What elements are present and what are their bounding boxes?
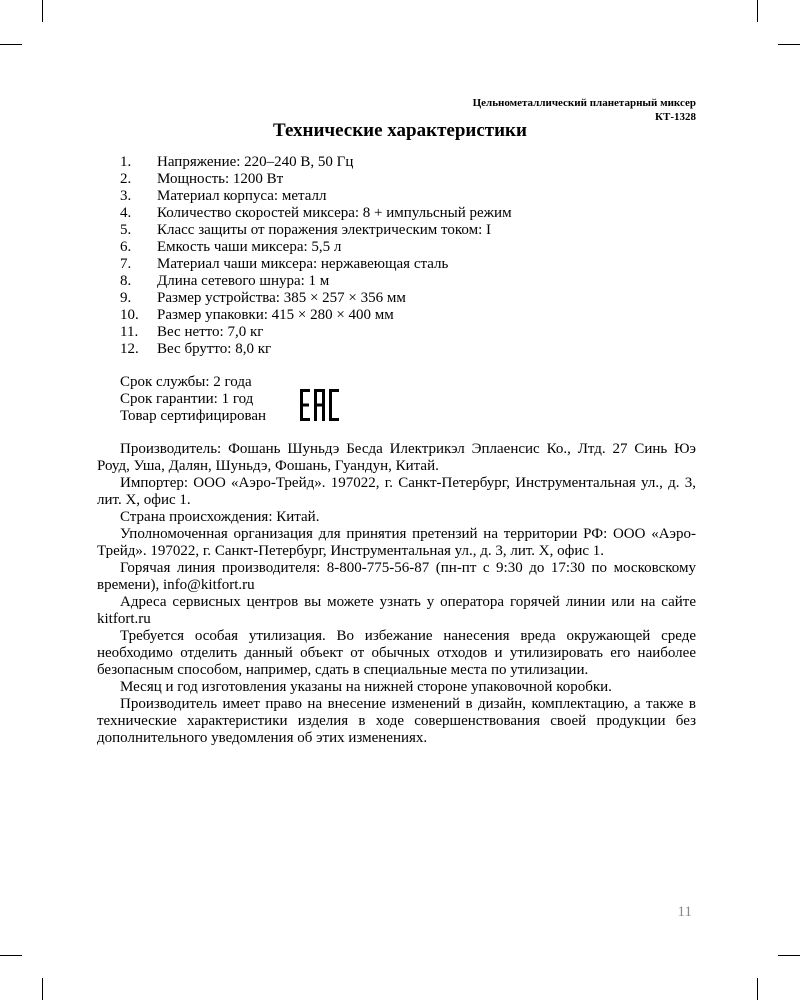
- item-number: 11.: [120, 324, 139, 340]
- header-model: КТ-1328: [655, 111, 696, 123]
- item-number: 1.: [120, 154, 132, 170]
- list-item: [120, 188, 512, 205]
- item-number: 2.: [120, 171, 132, 187]
- crop-mark: [0, 955, 22, 956]
- body-text: [97, 441, 696, 747]
- item-number: 12.: [120, 341, 139, 357]
- item-number: 10.: [120, 307, 139, 323]
- item-text: Вес брутто: 8,0 кг: [157, 341, 272, 357]
- authorized-org-paragraph: Уполномоченная организация для принятия претензий на территории РФ: ООО «Аэро-Трейд». 197022, г. Санкт-Петербург, Инструментальная ул., д. 3, лит. Х, офис 1.: [97, 526, 696, 559]
- item-number: 8.: [120, 273, 132, 289]
- warranty-period: Срок гарантии: 1 год: [120, 391, 254, 407]
- list-item: [120, 154, 512, 171]
- list-item: [120, 256, 512, 273]
- service-centers-paragraph: Адреса сервисных центров вы можете узнать у оператора горячей линии или на сайте kitfort.ru: [97, 594, 696, 627]
- crop-mark: [778, 955, 800, 956]
- list-item: [120, 239, 512, 256]
- eac-logo-icon: [300, 389, 340, 421]
- item-text: Напряжение: 220–240 В, 50 Гц: [157, 154, 354, 170]
- item-text: Размер упаковки: 415 × 280 × 400 мм: [157, 307, 394, 323]
- list-item: [120, 171, 512, 188]
- crop-mark: [0, 44, 22, 45]
- item-number: 4.: [120, 205, 132, 221]
- disposal-paragraph: Требуется особая утилизация. Во избежание нанесения вреда окружающей среде необходимо отделить данный объект от обычных отходов и утилизировать его наиболее безопасным способом, например, сдать в специальные места по утилизации.: [97, 628, 696, 678]
- item-text: Емкость чаши миксера: 5,5 л: [157, 239, 342, 255]
- manufacture-date-paragraph: Месяц и год изготовления указаны на нижней стороне упаковочной коробки.: [120, 679, 612, 695]
- changes-paragraph: Производитель имеет право на внесение изменений в дизайн, комплектацию, а также в технические характеристики изделия в ходе совершенствования своей продукции без дополнительного уведомления об этих изменениях.: [97, 696, 696, 746]
- list-item: [120, 307, 512, 324]
- crop-mark: [42, 978, 43, 1000]
- hotline-paragraph: Горячая линия производителя: 8-800-775-56-87 (пн-пт с 9:30 до 17:30 по московскому времени), info@kitfort.ru: [97, 560, 696, 593]
- item-number: 5.: [120, 222, 132, 238]
- specs-list: [120, 154, 512, 358]
- certification-note: Товар сертифицирован: [120, 408, 267, 424]
- warranty-block: [120, 374, 266, 425]
- list-item: [120, 205, 512, 222]
- page-title: Технические характеристики: [273, 120, 527, 141]
- item-number: 7.: [120, 256, 132, 272]
- page-number: 11: [677, 904, 692, 920]
- list-item: [120, 324, 512, 341]
- item-number: 9.: [120, 290, 132, 306]
- item-text: Класс защиты от поражения электрическим током: I: [157, 222, 492, 238]
- crop-mark: [778, 44, 800, 45]
- item-text: Количество скоростей миксера: 8 + импульсный режим: [157, 205, 512, 221]
- list-item: [120, 341, 512, 358]
- header-product-name: Цельнометаллический планетарный миксер: [472, 97, 696, 109]
- crop-mark: [757, 978, 758, 1000]
- item-number: 6.: [120, 239, 132, 255]
- item-number: 3.: [120, 188, 132, 204]
- item-text: Длина сетевого шнура: 1 м: [157, 273, 330, 289]
- crop-mark: [757, 0, 758, 22]
- item-text: Материал корпуса: металл: [157, 188, 327, 204]
- crop-mark: [42, 0, 43, 22]
- manufacturer-paragraph: Производитель: Фошань Шуньдэ Бесда Илектрикэл Эплаенсис Ко., Лтд. 27 Синь Юэ Роуд, Уша, Далян, Шуньдэ, Фошань, Гуандун, Китай.: [97, 441, 696, 474]
- list-item: [120, 273, 512, 290]
- service-life: Срок службы: 2 года: [120, 374, 252, 390]
- item-text: Мощность: 1200 Вт: [157, 171, 284, 187]
- importer-paragraph: Импортер: ООО «Аэро-Трейд». 197022, г. Санкт-Петербург, Инструментальная ул., д. 3, лит. Х, офис 1.: [97, 475, 696, 508]
- list-item: [120, 290, 512, 307]
- list-item: [120, 222, 512, 239]
- item-text: Вес нетто: 7,0 кг: [157, 324, 264, 340]
- item-text: Размер устройства: 385 × 257 × 356 мм: [157, 290, 406, 306]
- item-text: Материал чаши миксера: нержавеющая сталь: [157, 256, 449, 272]
- country-paragraph: Страна происхождения: Китай.: [120, 509, 320, 525]
